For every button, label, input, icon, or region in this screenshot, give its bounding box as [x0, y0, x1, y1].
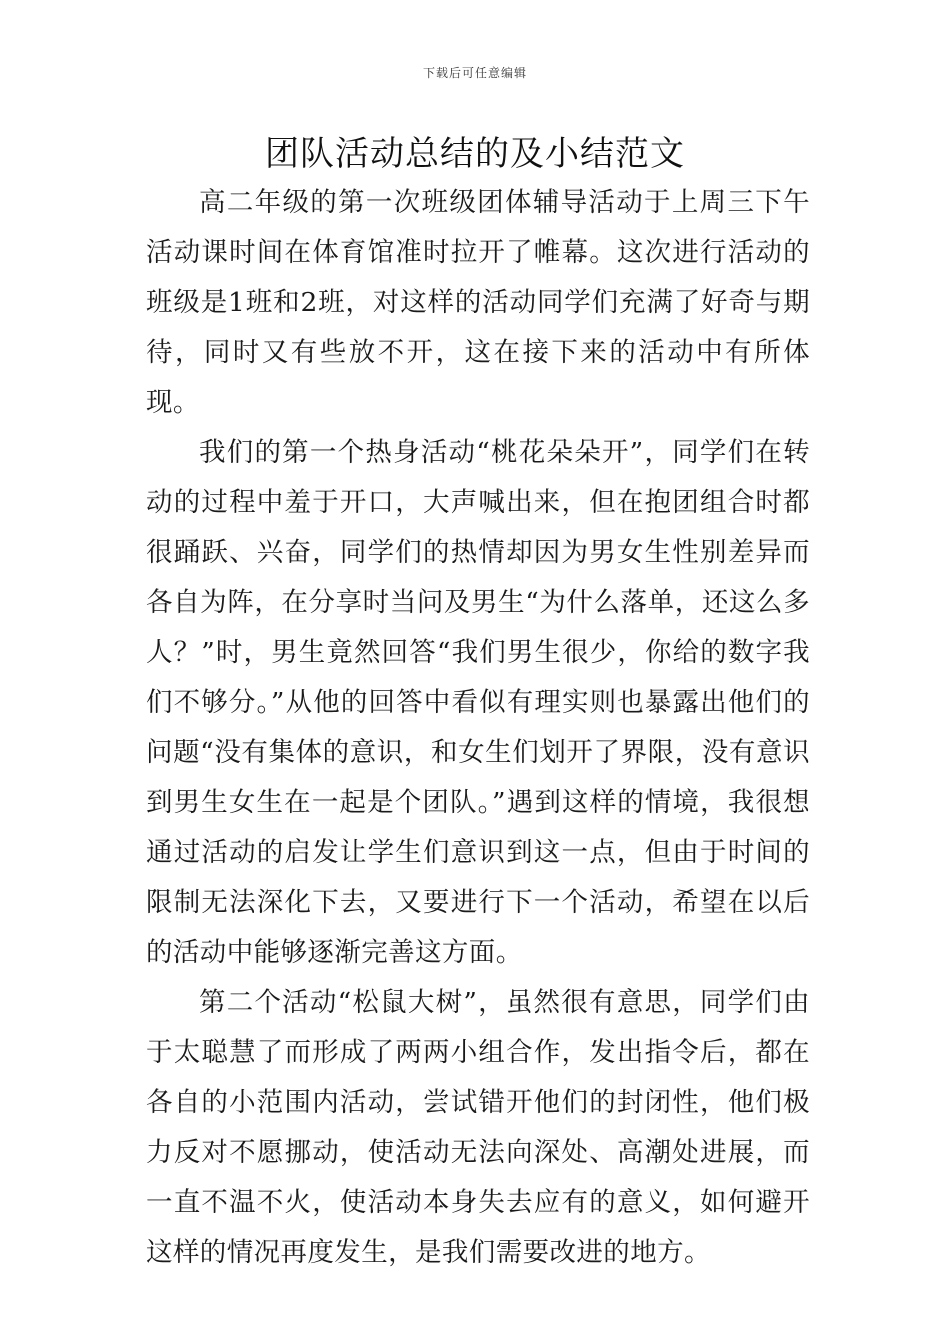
header-note: 下载后可任意编辑 [422, 66, 527, 80]
paragraph-3: 第二个活动“松鼠大树”，虽然很有意思，同学们由于太聪慧了而形成了两两小组合作，发出指令后，都在各自的小范围内活动，尝试错开他们的封闭性，他们极力反对不愿挪动，使活动无法向深处、高潮处进展，而一直不温不火，使活动本身失去应有的意义，如何避开这样的情况再度发生，是我们需要改进的地方。 [146, 987, 810, 1268]
paragraph-1: 高二年级的第一次班级团体辅导活动于上周三下午活动课时间在体育馆准时拉开了帷幕。这次进行活动的班级是1班和2班，对这样的活动同学们充满了好奇与期待，同时又有些放不开，这在接下来的活动中有所体现。 [146, 187, 810, 418]
paragraph-2: 我们的第一个热身活动“桃花朵朵开”，同学们在转动的过程中羞于开口，大声喊出来，但在抱团组合时都很踊跃、兴奋，同学们的热情却因为男女生性别差异而各自为阵，在分享时当问及男生“为什么落单，还这么多人？”时，男生竟然回答“我们男生很少，你给的数字我们不够分。”从他的回答中看似有理实则也暴露出他们的问题“没有集体的意识，和女生们划开了界限，没有意识到男生女生在一起是个团队。”遇到这样的情境，我很想通过活动的启发让学生们意识到这一点，但由于时间的限制无法深化下去，又要进行下一个活动，希望在以后的活动中能够逐渐完善这方面。 [146, 437, 810, 968]
document-body [146, 178, 810, 1278]
document-title: 团队活动总结的及小结范文 [265, 134, 685, 174]
